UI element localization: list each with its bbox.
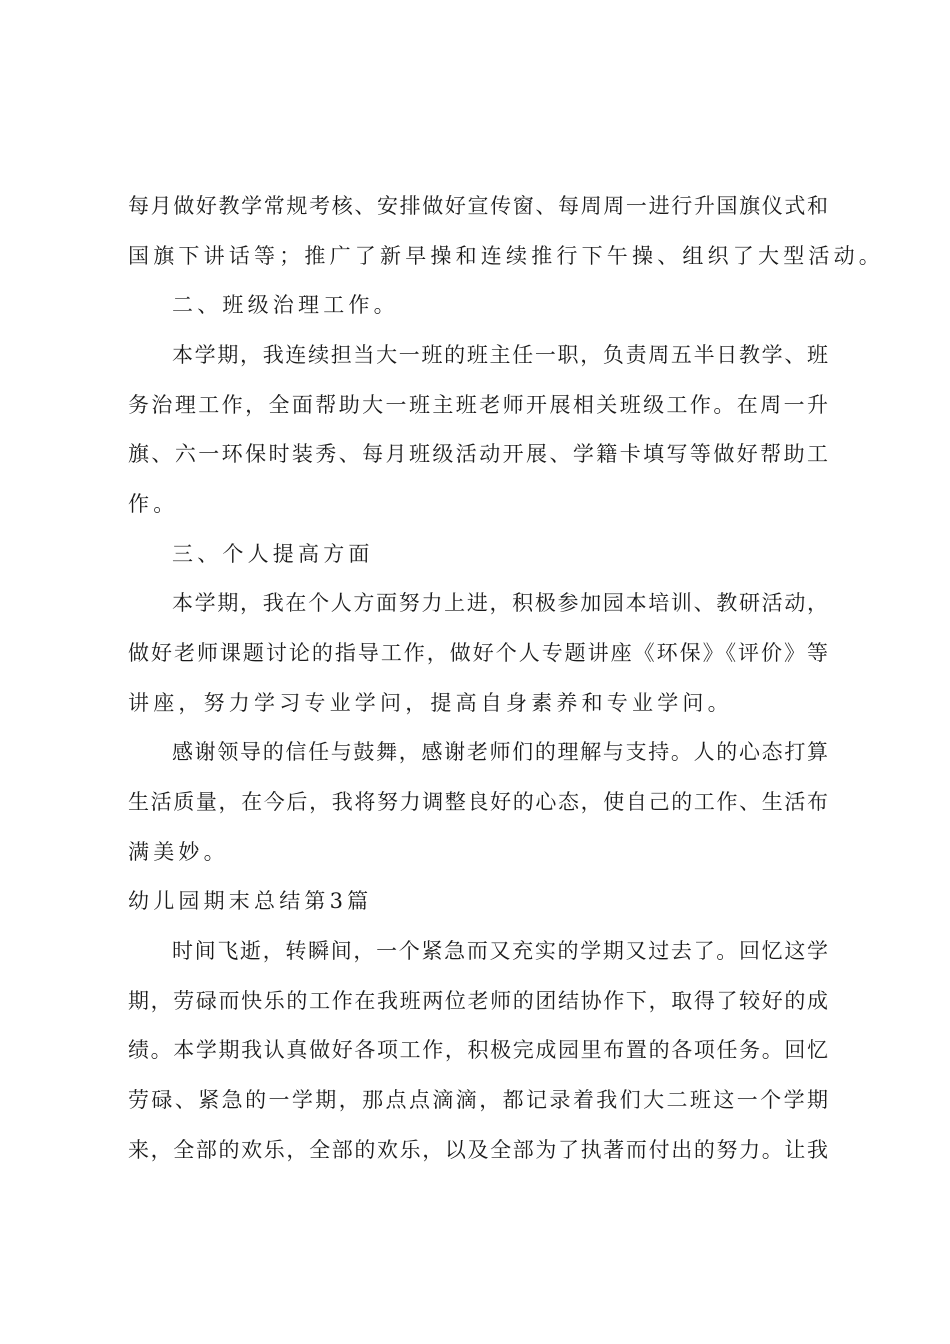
text-line: 讲座，努力学习专业学问，提高自身素养和专业学问。 — [128, 691, 733, 715]
text-line: 本学期，我连续担当大一班的班主任一职，负责周五半日教学、班 — [172, 343, 828, 367]
text-line: 本学期，我在个人方面努力上进，积极参加园本培训、教研活动， — [172, 591, 828, 615]
text-line: 满美妙。 — [128, 840, 229, 864]
text-line: 务治理工作，全面帮助大一班主班老师开展相关班级工作。在周一升 — [128, 393, 828, 417]
section-heading: 二、班级治理工作。 — [172, 293, 399, 317]
text-line: 做好老师课题讨论的指导工作，做好个人专题讲座《环保》《评价》等 — [128, 641, 828, 665]
text-line: 绩。本学期我认真做好各项工作，积极完成园里布置的各项任务。回忆 — [128, 1038, 828, 1062]
text-line: 来，全部的欢乐，全部的欢乐，以及全部为了执著而付出的努力。让我 — [128, 1138, 828, 1162]
section-title: 幼儿园期末总结第3篇 — [128, 889, 373, 913]
text-line: 国旗下讲话等；推广了新早操和连续推行下午操、组织了大型活动。 — [128, 244, 884, 268]
text-line: 旗、六一环保时装秀、每月班级活动开展、学籍卡填写等做好帮助工 — [128, 442, 828, 466]
text-line: 作。 — [128, 492, 179, 516]
text-line: 时间飞逝，转瞬间，一个紧急而又充实的学期又过去了。回忆这学 — [172, 939, 828, 963]
text-line: 感谢领导的信任与鼓舞，感谢老师们的理解与支持。人的心态打算 — [172, 740, 828, 764]
section-heading: 三、个人提高方面 — [172, 542, 374, 566]
text-line: 期，劳碌而快乐的工作在我班两位老师的团结协作下，取得了较好的成 — [128, 989, 828, 1013]
text-line: 每月做好教学常规考核、安排做好宣传窗、每周周一进行升国旗仪式和 — [128, 194, 828, 218]
text-line: 劳碌、紧急的一学期，那点点滴滴，都记录着我们大二班这一个学期 — [128, 1088, 828, 1112]
text-line: 生活质量，在今后，我将努力调整良好的心态，使自己的工作、生活布 — [128, 790, 828, 814]
